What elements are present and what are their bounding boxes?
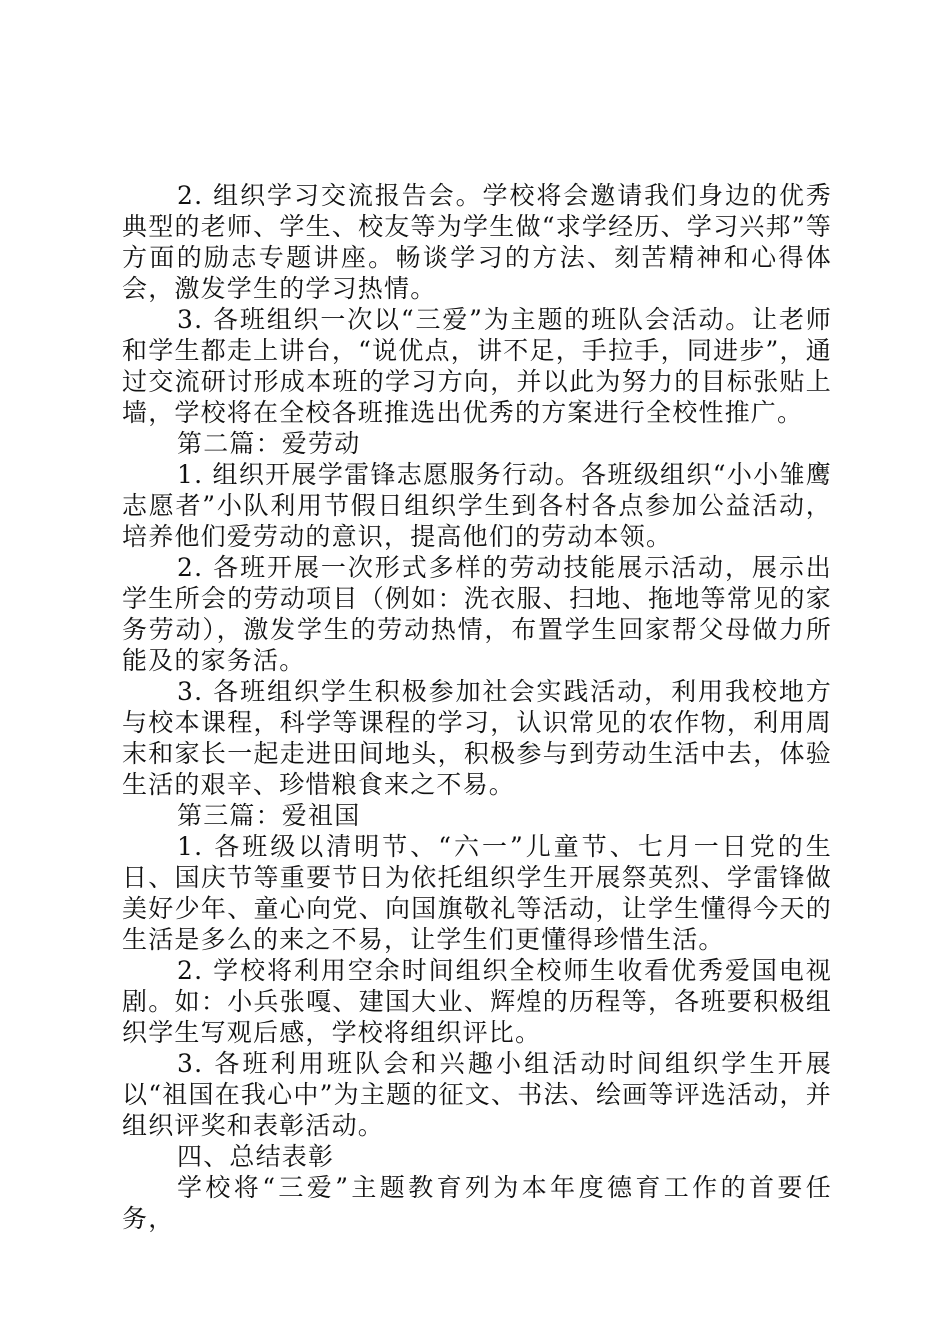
paragraph-class-meeting: 3. 各班组织一次以“三爱”为主题的班队会活动。让老师和学生都走上讲台，“说优点，讲不足，手拉手，同进步”，通过交流研讨形成本班的学习方向，并以此为努力的目标张贴上墙，学校将在全校各班推选出优秀的方案进行全校性推广。 (122, 305, 832, 427)
paragraph-study-report: 2. 组织学习交流报告会。学校将会邀请我们身边的优秀典型的老师、学生、校友等为学生做“求学经历、学习兴邦”等方面的励志专题讲座。畅谈学习的方法、刻苦精神和心得体会，激发学生的学习热情。 (122, 181, 832, 303)
section-heading-summary: 四、总结表彰 (177, 1142, 335, 1171)
section-heading-love-country: 第三篇：爱祖国 (177, 801, 361, 830)
paragraph-summary-text: 学校将“三爱”主题教育列为本年度德育工作的首要任务， (122, 1173, 832, 1233)
paragraph-essay-contest: 3. 各班利用班队会和兴趣小组活动时间组织学生开展以“祖国在我心中”为主题的征文、书法、绘画等评选活动，并组织评奖和表彰活动。 (122, 1049, 832, 1140)
paragraph-labor-skills: 2. 各班开展一次形式多样的劳动技能展示活动，展示出学生所会的劳动项目（例如：洗衣服、扫地、拖地等常见的家务劳动），激发学生的劳动热情，布置学生回家帮父母做力所能及的家务活。 (122, 553, 832, 675)
paragraph-festival-activities: 1. 各班级以清明节、“六一”儿童节、七月一日党的生日、国庆节等重要节日为依托组织学生开展祭英烈、学雷锋做美好少年、童心向党、向国旗敬礼等活动，让学生懂得今天的生活是多么的来之不易，让学生们更懂得珍惜生活。 (122, 832, 832, 954)
paragraph-social-practice: 3. 各班组织学生积极参加社会实践活动，利用我校地方与校本课程，科学等课程的学习，认识常见的农作物，利用周末和家长一起走进田间地头，积极参与到劳动生活中去，体验生活的艰辛、珍惜粮食来之不易。 (122, 677, 832, 799)
paragraph-volunteer-service: 1. 组织开展学雷锋志愿服务行动。各班级组织“小小雏鹰志愿者”小队利用节假日组织学生到各村各点参加公益活动，培养他们爱劳动的意识，提高他们的劳动本领。 (122, 460, 832, 551)
section-heading-love-labor: 第二篇：爱劳动 (177, 429, 361, 458)
paragraph-patriotic-tv: 2. 学校将利用空余时间组织全校师生收看优秀爱国电视剧。如：小兵张嘎、建国大业、辉煌的历程等，各班要积极组织学生写观后感，学校将组织评比。 (122, 956, 832, 1047)
document-body (122, 180, 832, 1234)
